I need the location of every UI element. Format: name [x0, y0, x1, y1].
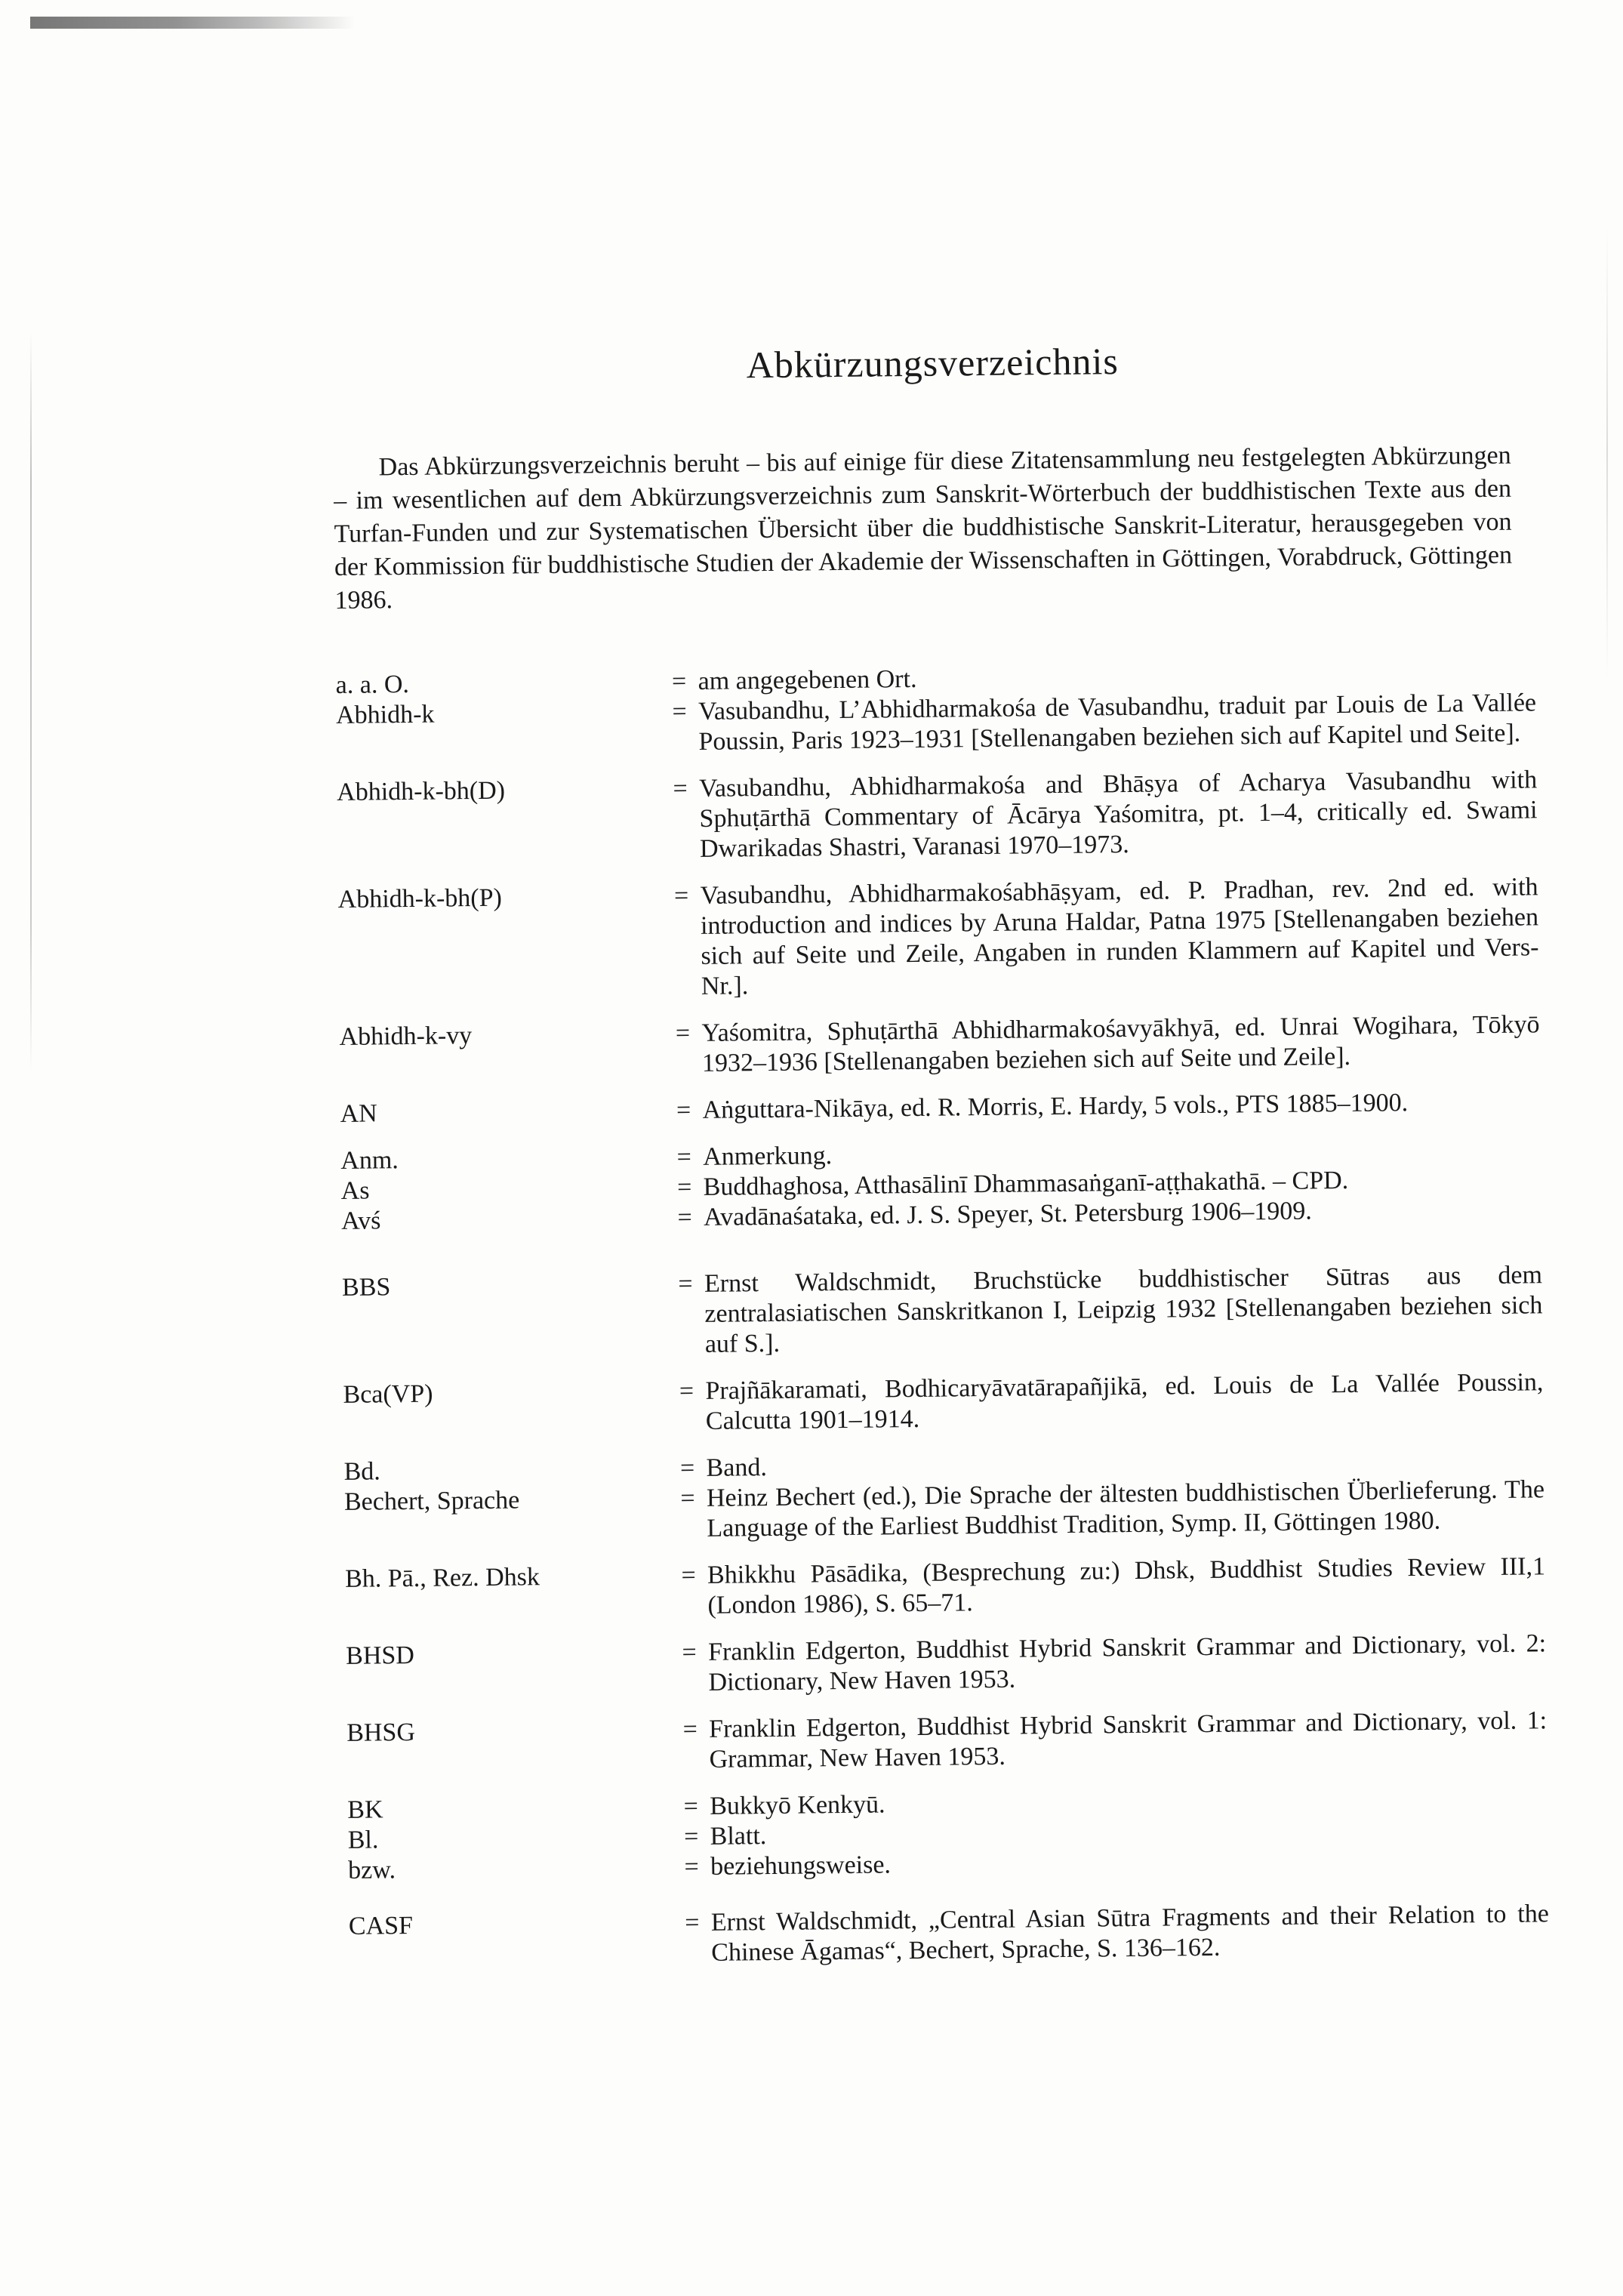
definition: Vasubandhu, Abhidharmakośabhāṣyam, ed. P. Pradhan, rev. 2nd ed. with introduction and indices by Aruna Haldar, Patna 1975 [Stellenangaben beziehen sich auf Seite und Zeile, Angaben in runden Klammern auf Kapitel und Vers-Nr.]. [700, 873, 1539, 1000]
abbreviation: a. a. O. [335, 670, 410, 699]
definition: Franklin Edgerton, Buddhist Hybrid Sanskrit Grammar and Dictionary, vol. 2: Dictionary, New Haven 1953. [707, 1629, 1547, 1697]
equals-sign: = [675, 1019, 691, 1048]
equals-sign: = [676, 1143, 692, 1172]
equals-sign: = [679, 1454, 695, 1483]
definition: Anmerkung. [703, 1142, 833, 1171]
abbreviation: Bl. [347, 1826, 379, 1854]
abbreviation: Anm. [340, 1146, 399, 1175]
definition: Vasubandhu, Abhidharmakośa and Bhāṣya of Acharya Vasubandhu with Sphuṭārthā Commentary of Ācārya Yaśomitra, pt. 1–4, critically ed. Swami Dwarikadas Shastri, Varanasi 1970–1973. [698, 766, 1538, 863]
equals-sign: = [676, 1173, 692, 1202]
abbreviation: BHSD [345, 1641, 415, 1670]
abbreviation: CASF [348, 1911, 414, 1940]
equals-sign: = [682, 1715, 698, 1744]
intro-paragraph: Das Abkürzungsverzeichnis beruht – bis auf einige für diese Zitatensammlung neu festgelegten Abkürzungen – im wesentlichen auf dem Abkürzungsverzeichnis zum Sanskrit-Wörterbuch der buddhistischen Texte aus den Turfan-Funden und zur Systematischen Übersicht über die buddhistische Sanskrit-Literatur, herausgegeben von der Kommission für buddhistische Studien der Akademie der Wissenschaften in Göttingen, Vorabdruck, Göttingen 1986. [333, 441, 1513, 615]
abbreviation: Abhidh-k-vy [339, 1022, 473, 1051]
list-item [346, 1706, 1548, 1779]
definition: Franklin Edgerton, Buddhist Hybrid Sanskrit Grammar and Dictionary, vol. 1: Grammar, New Haven 1953. [709, 1706, 1548, 1774]
definition: Prajñākaramati, Bodhicaryāvatārapañjikā, ed. Louis de La Vallée Poussin, Calcutta 1901–1914. [705, 1368, 1544, 1435]
definition: beziehungsweise. [710, 1851, 892, 1881]
page-edge-shadow [30, 332, 32, 1072]
list-item [340, 1086, 1540, 1130]
abbreviation: Bd. [343, 1457, 380, 1486]
list-item [342, 1260, 1543, 1364]
definition: Ernst Waldschmidt, „Central Asian Sūtra Fragments and their Relation to the Chinese Āgamas“, Bechert, Sprache, S. 136–162. [710, 1900, 1550, 1967]
equals-sign: = [676, 1096, 691, 1125]
equals-sign: = [680, 1484, 695, 1513]
list-item [343, 1367, 1544, 1441]
abbreviation: BK [347, 1795, 383, 1824]
definition: Buddhaghosa, Atthasālinī Dhammasaṅganī-aṭṭhakathā. – CPD. [703, 1166, 1349, 1201]
definition: Vasubandhu, L’Abhidharmakośa de Vasubandhu, traduit par Louis de La Vallée Poussin, Paris 1923–1931 [Stellenangaben beziehen sich auf Kapitel und Seite]. [698, 689, 1537, 756]
list-item [345, 1552, 1546, 1625]
abbreviation: Bca(VP) [343, 1379, 433, 1409]
equals-sign: = [672, 698, 687, 726]
abbreviation: bzw. [347, 1856, 396, 1885]
abbreviation: Abhidh-k-bh(D) [336, 776, 506, 806]
equals-sign: = [683, 1792, 699, 1821]
abbreviation: Abhidh-k-bh(P) [337, 883, 503, 914]
page-title: Abkürzungsverzeichnis [746, 340, 1119, 387]
equals-sign: = [681, 1561, 696, 1590]
abbreviation: Abhidh-k [335, 700, 435, 729]
definition: Heinz Bechert (ed.), Die Sprache der ältesten buddhistischen Überlieferung. The Language of the Earliest Buddhist Tradition, Symp. II, Göttingen 1980. [706, 1475, 1545, 1542]
definition: Avadānaśataka, ed. J. S. Speyer, St. Petersburg 1906–1909. [703, 1197, 1312, 1231]
abbreviation: Avś [340, 1207, 381, 1235]
list-item [337, 765, 1538, 868]
page-edge-shadow-right [1606, 227, 1608, 680]
scan-artifact [30, 17, 355, 29]
definition: Bhikkhu Pāsādika, (Besprechung zu:) Dhsk, Buddhist Studies Review III,1 (London 1986), S. 65–71. [707, 1552, 1546, 1620]
list-item [336, 688, 1537, 761]
definition: Bukkyō Kenkyū. [710, 1790, 885, 1820]
definition: am angegebenen Ort. [698, 664, 917, 695]
equals-sign: = [673, 882, 689, 911]
page-content [332, 334, 1549, 1972]
list-item [349, 1899, 1550, 1972]
list-item [337, 872, 1539, 1006]
equals-sign: = [678, 1270, 693, 1299]
abbreviation: AN [340, 1099, 377, 1128]
definition: Ernst Waldschmidt, Bruchstücke buddhistischer Sūtras aus dem zentralasiatischen Sanskritkanon I, Leipzig 1932 [Stellenangaben beziehen sich auf S.]. [704, 1261, 1543, 1358]
equals-sign: = [671, 667, 687, 696]
abbreviation: Bechert, Sprache [343, 1486, 520, 1516]
equals-sign: = [683, 1823, 699, 1851]
equals-sign: = [679, 1377, 694, 1406]
equals-sign: = [684, 1853, 699, 1881]
definition: Blatt. [710, 1822, 767, 1851]
list-item [346, 1629, 1547, 1702]
list-item [344, 1475, 1545, 1548]
abbreviation: Bh. Pā., Rez. Dhsk [344, 1563, 540, 1593]
list-item [339, 1009, 1540, 1083]
definition: Band. [706, 1453, 768, 1482]
equals-sign: = [682, 1638, 697, 1667]
abbreviation: As [340, 1176, 370, 1205]
equals-sign: = [673, 775, 688, 803]
abbreviation-list [335, 658, 1549, 1972]
equals-sign: = [677, 1203, 692, 1232]
definition: Yaśomitra, Sphuṭārthā Abhidharmakośavyākhyā, ed. Unrai Wogihara, Tōkyō 1932–1936 [Stellenangaben beziehen sich auf Seite und Zeile]. [701, 1010, 1540, 1077]
equals-sign: = [685, 1909, 700, 1937]
abbreviation: BHSG [346, 1718, 416, 1747]
definition: Aṅguttara-Nikāya, ed. R. Morris, E. Hardy, 5 vols., PTS 1885–1900. [702, 1089, 1409, 1124]
abbreviation: BBS [341, 1273, 391, 1302]
